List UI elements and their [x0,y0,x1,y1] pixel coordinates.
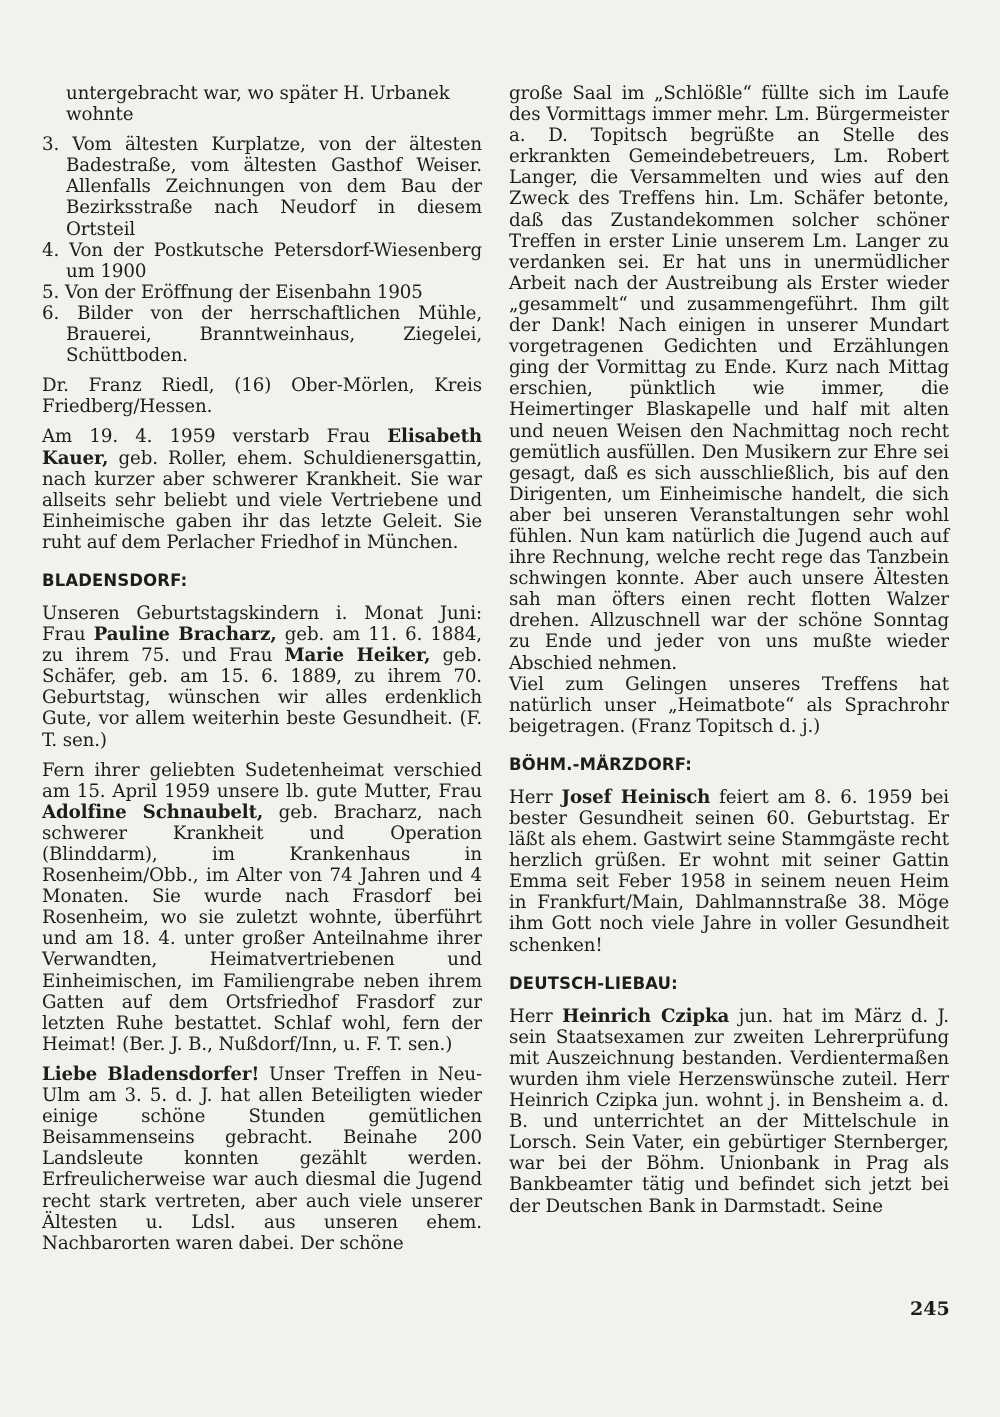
birthday-text: geb. am 11. 6. 1884, zu ihrem 75. und Frau [42,624,482,667]
heading-boehm-maerzdorf: BÖHM.-MÄRZDORF: [509,754,693,774]
obituary-text: Am 19. 4. 1959 verstarb Frau [42,426,388,448]
heading-bladensdorf: BLADENSDORF: [42,570,188,590]
obituary-text: Fern ihrer geliebten Sudetenheimat verschied am 15. April 1959 unsere lb. gute Mutter, Frau [42,759,482,802]
birthday-text: Unseren Geburtstagskindern i. Monat Juni: Frau [42,602,482,646]
meeting-report [42,1064,482,1254]
intro-line-1: untergebracht war, wo später H. Urbanek [66,83,450,104]
right-column [509,83,949,1226]
birthday-text: Herr [509,786,562,808]
exam-czipka [509,1006,949,1217]
list-item: 4. Von der Postkutsche Petersdorf-Wiesenberg um 1900 [42,239,482,282]
heading-deutsch-liebau: DEUTSCH-LIEBAU: [509,973,678,993]
intro-line-2: wohnte [66,104,134,126]
obituary-schnaubelt [42,760,482,1055]
signature: Dr. Franz Riedl, (16) Ober-Mörlen, Kreis Friedberg/Hessen. [42,375,482,418]
left-column [42,83,482,1263]
meeting-continuation: große Saal im „Schlößle“ füllte sich im Laufe des Vormittags immer mehr. Lm. Bürgermeister a. D. Topitsch begrüßte an Stelle des erkrankten Gemeindebetreuers, Lm. Robert Langer, die Versammelten und wies auf den Zweck des Treffens hin. Lm. Schäfer betonte, daß das Zustandekommen solcher schöner Treffen in erster Linie unserem Lm. Langer zu verdanken sei. Er hat uns in unermüdlicher Arbeit nach der Austreibung als Erster wieder „gesammelt“ und zusammengeführt. Ihm gilt der Dank! Nach einigen in unserer Mundart vorgetragenen Gedichten und Erzählungen ging der Vormittag zu Ende. Kurz nach Mittag erschien, pünktlich wie immer, die Heimertinger Blaskapelle und half mit alten und neuen Weisen den Nachmittag noch recht gemütlich ausfüllen. Den Musikern zur Ehre sei gesagt, daß es sich ausschließlich, bis auf den Dirigenten, um Einheimische handelt, die sich aber bei unseren Veranstaltungen sehr wohl fühlen. Nun kam natürlich die Jugend auch auf ihre Rechnung, welche recht rege das Tanzbein schwingen konnte. Aber auch unsere Ältesten sah man öfters einen recht flotten Walzer drehen. Allzuschnell war der schöne Sonntag zu Ende und jeder von uns mußte wieder Abschied nehmen. [509,83,949,674]
obituary-name: Adolfine Schnaubelt, [42,801,264,823]
obituary-text: geb. Roller, ehem. Schuldienersgattin, nach kurzer aber schwerer Krankheit. Sie war allseits sehr beliebt und viele Vertriebene und Einheimische gaben ihr das letzte Geleit. Sie ruht auf dem Perlacher Friedhof in München. [42,447,482,553]
obituary-kauer [42,426,482,553]
birthday-name: Pauline Bracharz, [93,624,277,646]
birthday-name: Josef Heinisch [561,786,711,808]
list-item: 6. Bilder von der herrschaftlichen Mühle, Brauerei, Branntweinhaus, Ziegelei, Schüttboden. [42,302,482,367]
exam-text: jun. hat im März d. J. sein Staatsexamen zur zweiten Lehrerprüfung mit Auszeichnung bestanden. Verdientermaßen wurden ihm viele Herzenswünsche zuteil. Herr Heinrich Czipka jun. wohnt j. in Bensheim a. d. B. und unterrichtet an der Mittelschule in Lorsch. Sein Vater, ein gebürtiger Sternberger, war bei der Böhm. Unionbank in Prag als Bankbeamter tätig und befindet sich jetzt bei der Deutschen Bank in Darmstadt. Seine [509,1005,949,1217]
birthday-heinisch [509,787,949,956]
birthday-text: feiert am 8. 6. 1959 bei bester Gesundheit seinen 60. Geburtstag. Er läßt als ehem. Gastwirt seine Stammgäste recht herzlich grüßen. Er wohnt mit seiner Gattin Emma seit Feber 1958 in seinem neuen Heim in Frankfurt/Main, Dahlmannstraße 38. Möge ihm Gott noch viele Jahre in voller Gesundheit schenken! [509,786,949,956]
meeting-text: Unser Treffen in Neu-Ulm am 3. 5. d. J. hat allen Beteiligten wieder einige schöne Stunden gemütlichen Beisammenseins gebracht. Beinahe 200 Landsleute konnten gezählt werden. Erfreulicherweise war auch diesmal die Jugend recht stark vertreten, aber auch viele unserer Ältesten u. Ldsl. aus unseren ehem. Nachbarorten waren dabei. Der schöne [42,1063,482,1254]
exam-text: Herr [509,1005,563,1027]
birthday-paragraph [42,603,482,751]
birthday-text: geb. Schäfer, geb. am 15. 6. 1889, zu ihrem 70. Geburtstag, wünschen wir alles erdenklich Gute, vor allem weiterhin beste Gesundheit. (F. T. sen.) [42,645,482,751]
obituary-text: geb. Bracharz, nach schwerer Krankheit und Operation (Blinddarm), im Krankenhaus in Rosenheim/Obb., im Alter von 74 Jahren und 4 Monaten. Sie wurde nach Frasdorf bei Rosenheim, wo sie zuletzt wohnte, überführt und am 18. 4. unter großer Anteilnahme ihrer Verwandten, Heimatvertriebenen und Einheimischen, im Familiengrabe neben ihrem Gatten auf dem Ortsfriedhof Frasdorf zur letzten Ruhe bestattet. Schlaf wohl, fern der Heimat! (Ber. J. B., Nußdorf/Inn, u. F. T. sen.) [42,801,482,1055]
list-item: 3. Vom ältesten Kurplatze, von der ältesten Badestraße, vom ältesten Gasthof Weiser. Allenfalls Zeichnungen von dem Bau der Bezirksstraße nach Neudorf in diesem Ortsteil [42,134,482,240]
list-item: 5. Von der Eröffnung der Eisenbahn 1905 [42,281,423,303]
page-number: 245 [910,1298,950,1320]
intro-paragraph [42,83,482,125]
meeting-salutation: Liebe Bladensdorfer! [42,1063,260,1085]
exam-name: Heinrich Czipka [562,1005,730,1027]
wish-list [42,134,482,366]
meeting-thanks: Viel zum Gelingen unseres Treffens hat natürlich unser „Heimatbote“ als Sprachrohr beigetragen. (Franz Topitsch d. j.) [509,673,949,737]
obituary-name: Elisabeth Kauer, [42,426,482,469]
birthday-name: Marie Heiker, [284,645,431,667]
